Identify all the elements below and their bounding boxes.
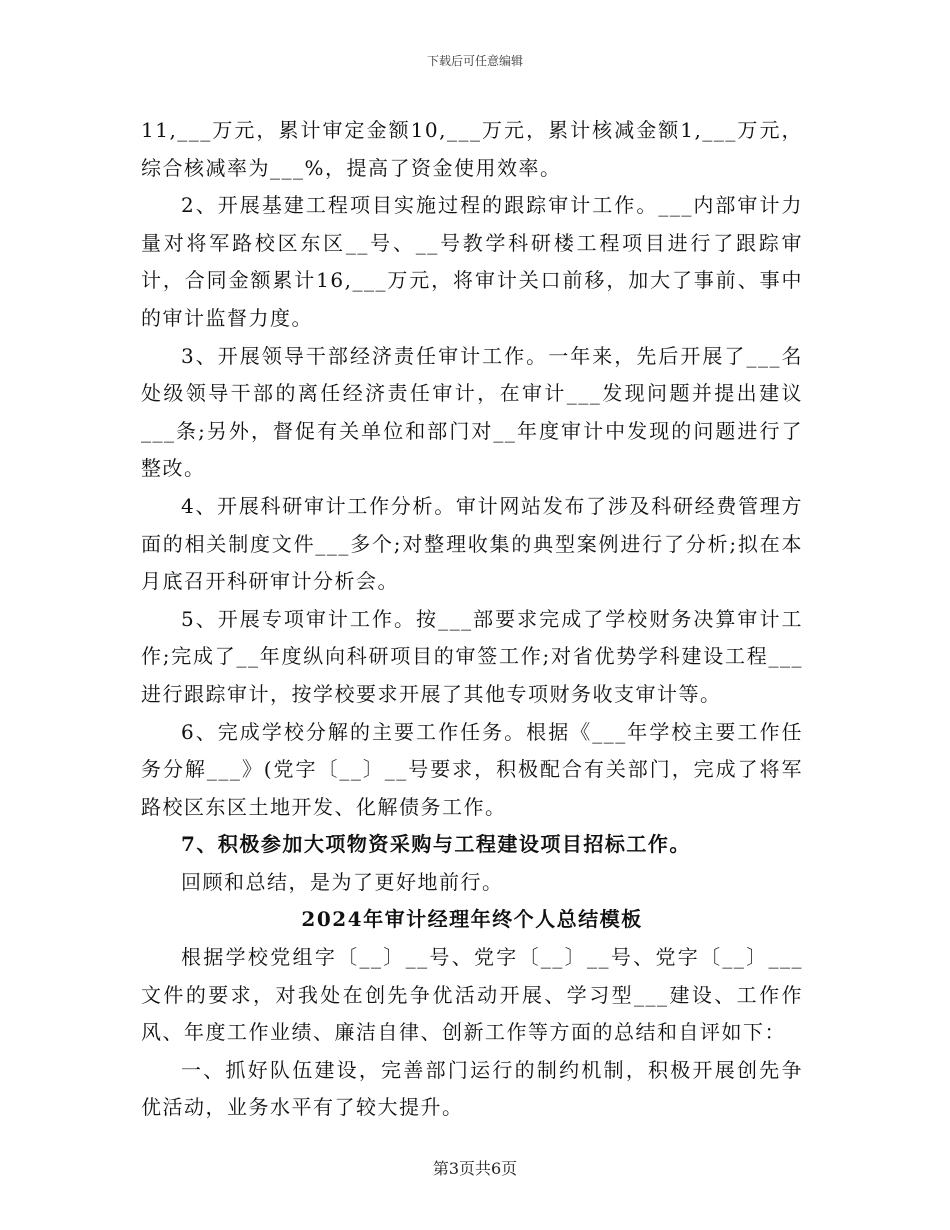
- paragraph-item-7: 7、积极参加大项物资采购与工程建设项目招标工作。: [181, 832, 691, 857]
- section-intro-paragraph: 根据学校党组字〔__〕__号、党字〔__〕__号、党字〔__〕___文件的要求，对我处在创先争优活动开展、学习型___建设、工作作风、年度工作业绩、廉洁自律、创新工作等方面的总结和自评如下：: [141, 945, 803, 1045]
- paragraph-item-4: 4、开展科研审计工作分析。审计网站发布了涉及科研经费管理方面的相关制度文件___多个;对整理收集的典型案例进行了分析;拟在本月底召开科研审计分析会。: [141, 493, 803, 594]
- paragraph-item-3: 3、开展领导干部经济责任审计工作。一年来，先后开展了___名处级领导干部的离任经济责任审计，在审计___发现问题并提出建议___条;另外，督促有关单位和部门对__年度审计中发现的问题进行了整改。: [141, 343, 803, 481]
- page-number: 第3页共6页: [432, 1159, 518, 1178]
- paragraph-item-6: 6、完成学校分解的主要工作任务。根据《___年学校主要工作任务分解___》(党字〔__〕__号要求，积极配合有关部门，完成了将军路校区东区土地开发、化解债务工作。: [141, 719, 803, 819]
- paragraph-closing: 回顾和总结，是为了更好地前行。: [181, 869, 504, 894]
- paragraph-item-5: 5、开展专项审计工作。按___部要求完成了学校财务决算审计工作;完成了__年度纵向科研项目的审签工作;对省优势学科建设工程___进行跟踪审计，按学校要求开展了其他专项财务收支审计等。: [141, 606, 803, 706]
- page-header: 下载后可任意编辑: [426, 54, 523, 68]
- section-title: 2024年审计经理年终个人总结模板: [301, 907, 643, 932]
- document-body: [141, 112, 803, 1127]
- paragraph-item-2: 2、开展基建工程项目实施过程的跟踪审计工作。___内部审计力量对将军路校区东区__号、__号教学科研楼工程项目进行了跟踪审计，合同金额累计16,___万元，将审计关口前移，加大了事前、事中的审计监督力度。: [141, 193, 803, 330]
- section-point-1: 一、抓好队伍建设，完善部门运行的制约机制，积极开展创先争优活动，业务水平有了较大提升。: [141, 1057, 803, 1120]
- paragraph-continuation: 11,___万元，累计审定金额10,___万元，累计核减金额1,___万元，综合核减率为___%，提高了资金使用效率。: [141, 118, 803, 180]
